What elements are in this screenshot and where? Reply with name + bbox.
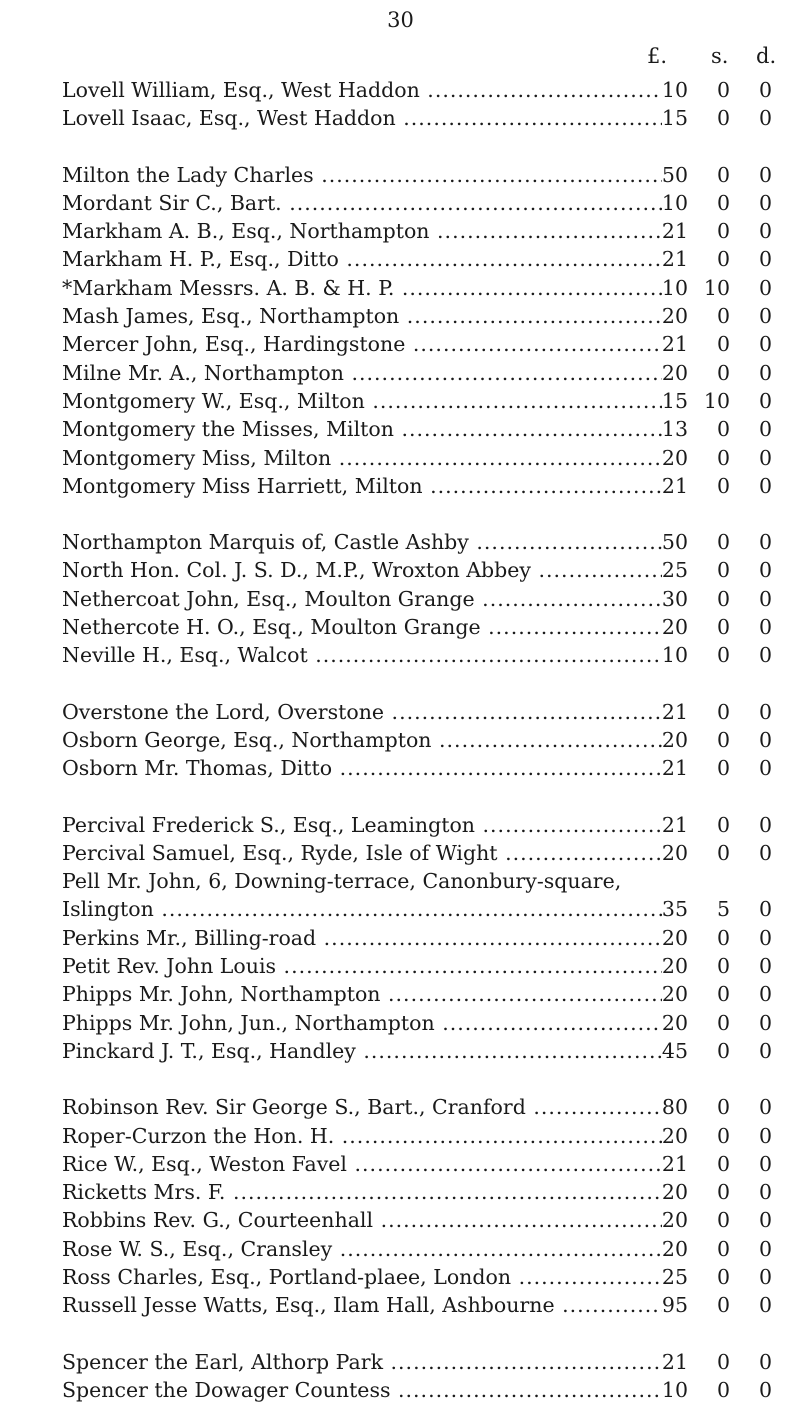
amount-pence: 0 <box>758 530 772 555</box>
amount-shillings: 0 <box>716 1010 730 1035</box>
list-item <box>62 161 792 189</box>
amount-pence: 0 <box>758 643 772 668</box>
amount-shillings: 0 <box>716 1095 730 1120</box>
list-item <box>62 472 792 500</box>
amount-pence: 0 <box>758 417 772 442</box>
list-item <box>62 359 792 387</box>
amount-shillings: 10 <box>703 388 730 413</box>
list-item <box>62 1150 792 1178</box>
amount-pounds: 20 <box>661 1180 688 1205</box>
subscriber-name: Montgomery Miss, Milton ..... <box>62 444 662 472</box>
amount-pounds: 80 <box>661 1095 688 1120</box>
amount-pounds: 13 <box>661 417 688 442</box>
list-item <box>62 1235 792 1263</box>
list-item <box>62 698 792 726</box>
list-item <box>62 217 792 245</box>
list-item <box>62 811 792 839</box>
list-item <box>62 641 792 669</box>
amount-shillings: 0 <box>716 247 730 272</box>
amount-pounds: 20 <box>661 925 688 950</box>
amount-pence: 0 <box>758 445 772 470</box>
subscriber-name: Spencer the Dowager Countess ..... <box>62 1376 662 1404</box>
list-item <box>62 1291 792 1319</box>
list-item <box>62 104 792 132</box>
list-item <box>62 1037 792 1065</box>
amount-pounds: 10 <box>661 1377 688 1402</box>
amount-pounds: 45 <box>661 1038 688 1063</box>
subscriber-name: Russell Jesse Watts, Esq., Ilam Hall, Ashbourne ..... <box>62 1291 662 1319</box>
amount-shillings: 0 <box>716 1151 730 1176</box>
amount-pounds: 21 <box>661 756 688 781</box>
amount-shillings: 0 <box>716 304 730 329</box>
amount-pence: 0 <box>758 247 772 272</box>
amount-pence: 0 <box>758 1293 772 1318</box>
amount-pence: 0 <box>758 840 772 865</box>
amount-pounds: 25 <box>661 1264 688 1289</box>
list-item <box>62 444 792 472</box>
subscriber-name: Northampton Marquis of, Castle Ashby ..... <box>62 528 662 556</box>
list-item <box>62 613 792 641</box>
amount-pounds: 20 <box>661 304 688 329</box>
amount-pence: 0 <box>758 727 772 752</box>
amount-pence: 0 <box>758 78 772 102</box>
amount-pence: 0 <box>758 473 772 498</box>
amount-pounds: 20 <box>661 982 688 1007</box>
amount-pence: 0 <box>758 812 772 837</box>
amount-pounds: 20 <box>661 727 688 752</box>
amount-shillings: 0 <box>716 78 730 102</box>
subscriber-name: Robinson Rev. Sir George S., Bart., Cranford ..... <box>62 1093 662 1121</box>
amount-pounds: 21 <box>661 247 688 272</box>
subscriber-name: Montgomery the Misses, Milton ..... <box>62 415 662 443</box>
amount-pounds: 35 <box>661 897 688 922</box>
list-item <box>62 980 792 1008</box>
amount-pounds: 21 <box>661 699 688 724</box>
subscriber-name: Rice W., Esq., Weston Favel ..... <box>62 1150 662 1178</box>
list-item <box>62 1093 792 1121</box>
amount-pence: 0 <box>758 1010 772 1035</box>
list-item <box>62 274 792 302</box>
subscriber-name: Markham A. B., Esq., Northampton ..... <box>62 217 662 245</box>
amount-shillings: 0 <box>716 954 730 979</box>
amount-pounds: 10 <box>661 78 688 102</box>
amount-shillings: 0 <box>716 219 730 244</box>
subscriber-name: Spencer the Earl, Althorp Park ..... <box>62 1348 662 1376</box>
subscriber-name: Phipps Mr. John, Northampton ..... <box>62 980 662 1008</box>
list-item <box>62 387 792 415</box>
amount-pence: 0 <box>758 106 772 131</box>
amount-shillings: 0 <box>716 1377 730 1402</box>
amount-pence: 0 <box>758 1208 772 1233</box>
list-item <box>62 867 792 895</box>
amount-shillings: 0 <box>716 106 730 131</box>
amount-pence: 0 <box>758 1095 772 1120</box>
list-item <box>62 952 792 980</box>
amount-pounds: 15 <box>661 106 688 131</box>
subscriber-name: Nethercoat John, Esq., Moulton Grange ..... <box>62 585 662 613</box>
amount-pounds: 21 <box>661 332 688 357</box>
amount-pounds: 10 <box>661 275 688 300</box>
amount-shillings: 0 <box>716 332 730 357</box>
list-item <box>62 76 792 104</box>
amount-shillings: 0 <box>716 1038 730 1063</box>
subscriber-name: Rose W. S., Esq., Cransley ..... <box>62 1235 662 1263</box>
amount-pounds: 30 <box>661 586 688 611</box>
subscriber-name: Neville H., Esq., Walcot ..... <box>62 641 662 669</box>
list-item <box>62 330 792 358</box>
amount-pence: 0 <box>758 360 772 385</box>
subscriber-name: Osborn Mr. Thomas, Ditto ..... <box>62 754 662 782</box>
subscriber-name: Ricketts Mrs. F. ..... <box>62 1178 662 1206</box>
amount-pounds: 20 <box>661 1208 688 1233</box>
amount-shillings: 0 <box>716 1236 730 1261</box>
amount-shillings: 0 <box>716 360 730 385</box>
amount-pence: 0 <box>758 897 772 922</box>
list-item <box>62 528 792 556</box>
amount-pounds: 20 <box>661 615 688 640</box>
list-item <box>62 1122 792 1150</box>
amount-pence: 0 <box>758 925 772 950</box>
list-item <box>62 895 792 923</box>
subscriber-name: Mordant Sir C., Bart. ..... <box>62 189 662 217</box>
list-item <box>62 1348 792 1376</box>
amount-pence: 0 <box>758 1180 772 1205</box>
amount-pounds: 25 <box>661 558 688 583</box>
amount-shillings: 0 <box>716 1208 730 1233</box>
subscriber-name: Nethercote H. O., Esq., Moulton Grange ..... <box>62 613 662 641</box>
subscriber-name: Milne Mr. A., Northampton ..... <box>62 359 662 387</box>
amount-pence: 0 <box>758 982 772 1007</box>
amount-pounds: 95 <box>661 1293 688 1318</box>
amount-shillings: 0 <box>716 615 730 640</box>
amount-pence: 0 <box>758 332 772 357</box>
pence-column-header: d. <box>756 44 777 68</box>
amount-shillings: 0 <box>716 1264 730 1289</box>
subscriber-name: Osborn George, Esq., Northampton ..... <box>62 726 662 754</box>
subscriber-name: North Hon. Col. J. S. D., M.P., Wroxton Abbey ..... <box>62 556 662 584</box>
amount-shillings: 0 <box>716 1349 730 1374</box>
amount-pounds: 20 <box>661 445 688 470</box>
subscriber-name: Lovell Isaac, Esq., West Haddon ..... <box>62 104 662 132</box>
amount-shillings: 0 <box>716 1293 730 1318</box>
list-item <box>62 1376 792 1404</box>
amount-shillings: 0 <box>716 699 730 724</box>
amount-pence: 0 <box>758 1236 772 1261</box>
amount-shillings: 0 <box>716 586 730 611</box>
subscriber-name: Phipps Mr. John, Jun., Northampton ..... <box>62 1009 662 1037</box>
list-item <box>62 1206 792 1234</box>
amount-shillings: 0 <box>716 840 730 865</box>
subscriber-name: Petit Rev. John Louis ..... <box>62 952 662 980</box>
list-item <box>62 189 792 217</box>
amount-shillings: 0 <box>716 162 730 187</box>
amount-pounds: 21 <box>661 1349 688 1374</box>
subscriber-name: Ross Charles, Esq., Portland-plaee, London ..... <box>62 1263 662 1291</box>
page-number: 30 <box>387 8 414 32</box>
subscriber-name: Robbins Rev. G., Courteenhall ..... <box>62 1206 662 1234</box>
amount-pence: 0 <box>758 1264 772 1289</box>
list-item <box>62 754 792 782</box>
subscriber-name: Lovell William, Esq., West Haddon ..... <box>62 76 662 104</box>
amount-pounds: 10 <box>661 643 688 668</box>
amount-shillings: 0 <box>716 925 730 950</box>
amount-shillings: 0 <box>716 1180 730 1205</box>
subscriber-name: Pell Mr. John, 6, Downing-terrace, Canonbury-square, <box>62 869 622 894</box>
subscriber-list <box>62 76 792 1404</box>
list-item <box>62 1178 792 1206</box>
amount-pounds: 50 <box>661 162 688 187</box>
subscriber-name: Markham H. P., Esq., Ditto ..... <box>62 245 662 273</box>
subscriber-name: Milton the Lady Charles ..... <box>62 161 662 189</box>
amount-pence: 0 <box>758 304 772 329</box>
subscriber-name: Montgomery Miss Harriett, Milton ..... <box>62 472 662 500</box>
amount-shillings: 10 <box>703 275 730 300</box>
shillings-column-header: s. <box>711 44 729 68</box>
pounds-column-header: £. <box>647 44 668 68</box>
subscriber-name: Overstone the Lord, Overstone ..... <box>62 698 662 726</box>
amount-shillings: 0 <box>716 1123 730 1148</box>
list-item <box>62 245 792 273</box>
amount-pence: 0 <box>758 1038 772 1063</box>
list-item <box>62 302 792 330</box>
amount-pounds: 20 <box>661 1236 688 1261</box>
amount-pence: 0 <box>758 1377 772 1402</box>
amount-shillings: 0 <box>716 190 730 215</box>
amount-pence: 0 <box>758 1123 772 1148</box>
amount-shillings: 0 <box>716 558 730 583</box>
amount-shillings: 0 <box>716 812 730 837</box>
subscriber-name: Montgomery W., Esq., Milton ..... <box>62 387 662 415</box>
amount-pence: 0 <box>758 190 772 215</box>
amount-pence: 0 <box>758 558 772 583</box>
amount-shillings: 0 <box>716 473 730 498</box>
amount-pounds: 20 <box>661 954 688 979</box>
amount-pounds: 21 <box>661 812 688 837</box>
amount-pence: 0 <box>758 219 772 244</box>
amount-shillings: 0 <box>716 530 730 555</box>
subscriber-name: *Markham Messrs. A. B. & H. P. ..... <box>62 274 662 302</box>
subscriber-name: Roper-Curzon the Hon. H. ..... <box>62 1122 662 1150</box>
list-item <box>62 924 792 952</box>
amount-shillings: 0 <box>716 756 730 781</box>
list-item <box>62 556 792 584</box>
subscriber-name: Percival Samuel, Esq., Ryde, Isle of Wight ..... <box>62 839 662 867</box>
amount-pounds: 21 <box>661 219 688 244</box>
amount-pence: 0 <box>758 615 772 640</box>
amount-shillings: 5 <box>716 897 730 922</box>
amount-shillings: 0 <box>716 727 730 752</box>
subscriber-name: Pinckard J. T., Esq., Handley ..... <box>62 1037 662 1065</box>
amount-pounds: 10 <box>661 190 688 215</box>
list-item <box>62 726 792 754</box>
amount-pounds: 21 <box>661 473 688 498</box>
amount-pence: 0 <box>758 162 772 187</box>
amount-pounds: 20 <box>661 840 688 865</box>
amount-pounds: 20 <box>661 360 688 385</box>
subscriber-name: Percival Frederick S., Esq., Leamington ..... <box>62 811 662 839</box>
amount-pence: 0 <box>758 275 772 300</box>
subscriber-name: Perkins Mr., Billing-road ..... <box>62 924 662 952</box>
amount-pence: 0 <box>758 699 772 724</box>
amount-pence: 0 <box>758 756 772 781</box>
amount-pence: 0 <box>758 388 772 413</box>
subscriber-name: Mash James, Esq., Northampton ..... <box>62 302 662 330</box>
amount-shillings: 0 <box>716 445 730 470</box>
list-item <box>62 585 792 613</box>
subscriber-name: Islington ..... <box>62 895 662 923</box>
amount-pounds: 20 <box>661 1123 688 1148</box>
amount-shillings: 0 <box>716 982 730 1007</box>
amount-shillings: 0 <box>716 643 730 668</box>
list-item <box>62 415 792 443</box>
amount-pounds: 21 <box>661 1151 688 1176</box>
amount-pounds: 50 <box>661 530 688 555</box>
amount-pounds: 20 <box>661 1010 688 1035</box>
amount-pence: 0 <box>758 1349 772 1374</box>
amount-pence: 0 <box>758 586 772 611</box>
amount-shillings: 0 <box>716 417 730 442</box>
list-item <box>62 839 792 867</box>
amount-pence: 0 <box>758 1151 772 1176</box>
list-item <box>62 1009 792 1037</box>
amount-pounds: 15 <box>661 388 688 413</box>
subscriber-name: Mercer John, Esq., Hardingstone ..... <box>62 330 662 358</box>
amount-pence: 0 <box>758 954 772 979</box>
list-item <box>62 1263 792 1291</box>
